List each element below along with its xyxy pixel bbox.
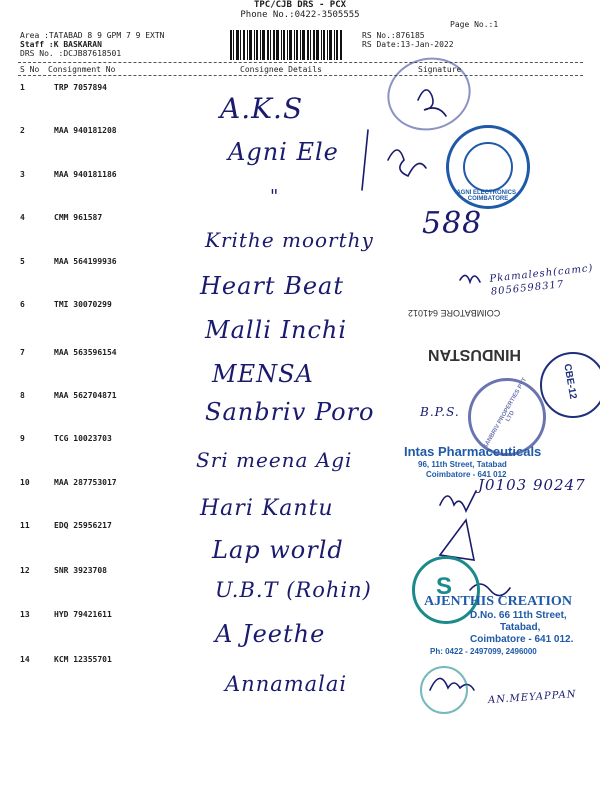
stamp-ajenthis-phone: Ph: 0422 - 2497099, 2496000 [430, 647, 537, 656]
col-signature: Signature [418, 65, 462, 74]
row-sno: 10 [20, 478, 30, 487]
row-sno: 5 [20, 257, 25, 266]
stamp-ajenthis-name: AJENTHIS CREATION [424, 594, 572, 609]
document-title: TPC/CJB DRS - PCX [253, 0, 347, 10]
divider-stroke [362, 130, 368, 190]
row-consignee-handwriting: A.K.S [220, 92, 304, 125]
row-consignment: CMM 961587 [54, 213, 103, 222]
row-consignee-handwriting: Krithe moorthy [205, 228, 374, 252]
row-signature: B.P.S. [420, 405, 460, 419]
stamp-mirrored-address: COIMBATORE 641012 [408, 308, 501, 318]
row-sno: 12 [20, 566, 30, 575]
stamp-intas-address-1: 96, 11th Street, Tatabad [418, 460, 507, 469]
drs-number: DRS No. :DCJB87618501 [20, 49, 122, 58]
rs-number: RS No.:876185 [362, 31, 425, 40]
row-consignee-handwriting: Heart Beat [200, 272, 344, 300]
stamp-ajenthis-address-2: Tatabad, [500, 622, 541, 633]
stamp-inner-ring [463, 142, 513, 192]
row-signature: AN.MEYAPPAN [487, 688, 577, 707]
stamp-intas-name: Intas Pharmaceuticals [404, 444, 542, 459]
signature-10 [440, 491, 476, 511]
col-sno: S No [20, 65, 40, 74]
row-sno: 1 [20, 83, 25, 92]
signature-2 [388, 150, 426, 176]
row-sno: 8 [20, 391, 25, 400]
row-sno: 13 [20, 610, 30, 619]
area-label: Area :TATABAD 8 9 GPM 7 9 EXTN [20, 31, 165, 40]
row-consignee-handwriting: Lap world [212, 536, 344, 564]
stamp-faint-circle [420, 666, 468, 714]
stamp-sanbriv-text: SANBRIV PROPERTIES PVT LTD [482, 377, 529, 450]
row-consignment: KCM 12355701 [54, 655, 112, 664]
row-consignee-handwriting: U.B.T (Rohin) [215, 578, 372, 602]
stamp-hindustan: HINDUSTAN [428, 346, 522, 363]
signature-5 [460, 275, 480, 282]
row-sno: 14 [20, 655, 30, 664]
row-consignment: MAA 940181208 [54, 126, 117, 135]
row-consignee-handwriting: Annamalai [225, 672, 348, 696]
row-consignment: TMI 30070299 [54, 300, 112, 309]
stamp-ajenthis-address-3: Coimbatore - 641 012. [470, 634, 574, 645]
row-consignment: MAA 564199936 [54, 257, 117, 266]
row-consignee-handwriting: Agni Ele [228, 138, 339, 166]
rs-date: RS Date:13-Jan-2022 [362, 40, 454, 49]
staff-label: Staff :K BASKARAN [20, 40, 102, 49]
row-consignee-handwriting: Sanbriv Poro [205, 398, 375, 426]
row-sno: 3 [20, 170, 25, 179]
row-consignment: SNR 3923708 [54, 566, 107, 575]
row-sno: 4 [20, 213, 25, 222]
row-consignee-handwriting: Sri meena Agi [196, 448, 353, 472]
row-consignee-handwriting: Hari Kantu [200, 496, 334, 521]
stamp-intas-address-2: Coimbatore - 641 012 [426, 470, 507, 479]
row-consignee-handwriting: " [270, 186, 280, 207]
stamp-agni-electronics [446, 125, 530, 209]
row-consignment: MAA 562704871 [54, 391, 117, 400]
row-signature: J0103 90247 [478, 476, 586, 494]
row-sno: 2 [20, 126, 25, 135]
row-consignee-handwriting: MENSA [212, 360, 314, 388]
row-consignment: MAA 940181186 [54, 170, 117, 179]
row-sno: 6 [20, 300, 25, 309]
stamp-mensa [540, 352, 600, 418]
row-sno: 11 [20, 521, 30, 530]
col-consignment: Consignment No [48, 65, 116, 74]
row-consignment: TCG 10023703 [54, 434, 112, 443]
stamp-ajenthis-address-1: D.No. 66 11th Street, [470, 610, 567, 621]
row-consignment: TRP 7057894 [54, 83, 107, 92]
col-consignee: Consignee Details [240, 65, 322, 74]
row-sno: 7 [20, 348, 25, 357]
page-number: Page No.:1 [450, 20, 499, 29]
row-phone-note: Pkamalesh(camc) 8056598317 [488, 262, 594, 298]
row-signature: 588 [422, 206, 483, 241]
row-consignment: EDQ 25956217 [54, 521, 112, 530]
row-consignee-handwriting: A Jeethe [215, 620, 326, 648]
stamp-teal-logo: S [435, 573, 452, 600]
row-consignee-handwriting: Malli Inchi [205, 316, 348, 344]
stamp-mensa-code: CBE-12 [561, 363, 579, 400]
phone-number: Phone No.:0422-3505555 [240, 10, 360, 20]
row-consignment: HYD 79421611 [54, 610, 112, 619]
signature-11 [440, 520, 474, 560]
row-sno: 9 [20, 434, 25, 443]
row-consignment: MAA 563596154 [54, 348, 117, 357]
row-consignment: MAA 287753017 [54, 478, 117, 487]
stamp-agni-text: AGNI ELECTRONICS · COIMBATORE [456, 190, 520, 202]
